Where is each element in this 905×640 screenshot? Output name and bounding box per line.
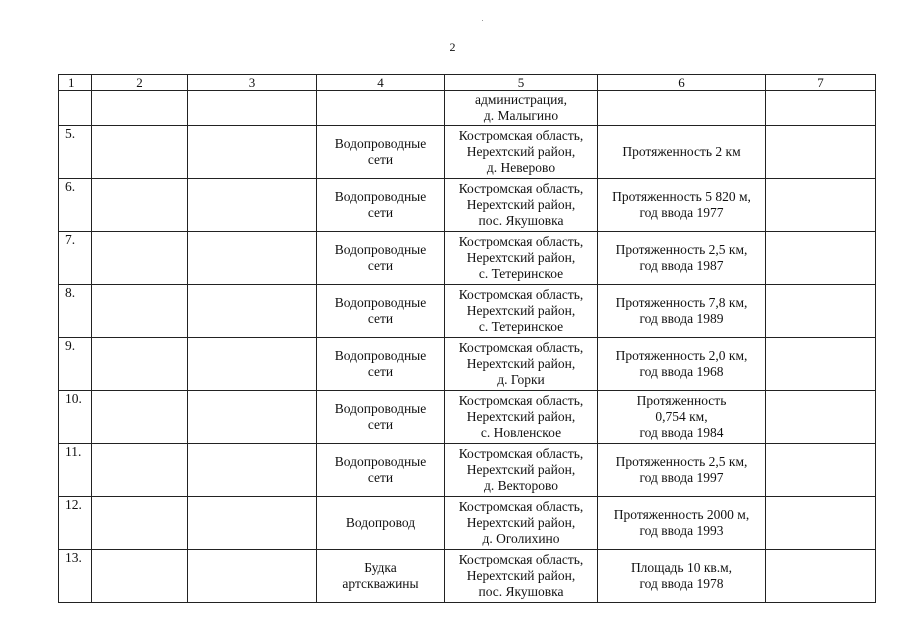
details-cell: Площадь 10 кв.м, год ввода 1978 bbox=[598, 550, 766, 603]
object-name-cell: Водопроводные сети bbox=[317, 179, 445, 232]
location-cell: Костромская область, Нерехтский район, с. Новленское bbox=[445, 391, 598, 444]
object-name-cell: Водопроводные сети bbox=[317, 391, 445, 444]
object-name-cell: Водопроводные сети bbox=[317, 232, 445, 285]
table-row bbox=[59, 550, 876, 603]
location-cell: Костромская область, Нерехтский район, пос. Якушовка bbox=[445, 179, 598, 232]
table-body bbox=[59, 91, 876, 603]
details-cell: Протяженность 5 820 м, год ввода 1977 bbox=[598, 179, 766, 232]
header-col-5: 5 bbox=[445, 75, 598, 91]
col-7-cell bbox=[766, 444, 876, 497]
col-3-cell bbox=[188, 391, 317, 444]
col-7-cell bbox=[766, 91, 876, 126]
col-2-cell bbox=[92, 285, 188, 338]
header-col-2: 2 bbox=[92, 75, 188, 91]
object-name-cell: Водопроводные сети bbox=[317, 285, 445, 338]
col-3-cell bbox=[188, 91, 317, 126]
col-7-cell bbox=[766, 126, 876, 179]
details-cell: Протяженность 2 км bbox=[598, 126, 766, 179]
details-cell bbox=[598, 91, 766, 126]
row-number-cell bbox=[59, 91, 92, 126]
col-3-cell bbox=[188, 444, 317, 497]
row-number-cell: 10. bbox=[59, 391, 92, 444]
col-3-cell bbox=[188, 232, 317, 285]
header-col-7: 7 bbox=[766, 75, 876, 91]
col-2-cell bbox=[92, 550, 188, 603]
row-number-cell: 8. bbox=[59, 285, 92, 338]
object-name-cell: Водопроводные сети bbox=[317, 126, 445, 179]
col-7-cell bbox=[766, 550, 876, 603]
details-cell: Протяженность 0,754 км, год ввода 1984 bbox=[598, 391, 766, 444]
col-2-cell bbox=[92, 444, 188, 497]
col-7-cell bbox=[766, 179, 876, 232]
property-table bbox=[58, 74, 876, 603]
header-col-6: 6 bbox=[598, 75, 766, 91]
header-row bbox=[59, 75, 876, 91]
object-name-cell: Водопровод bbox=[317, 497, 445, 550]
location-cell: Костромская область, Нерехтский район, с. Тетеринское bbox=[445, 232, 598, 285]
location-cell: Костромская область, Нерехтский район, с. Тетеринское bbox=[445, 285, 598, 338]
col-3-cell bbox=[188, 550, 317, 603]
location-cell: администрация, д. Малыгино bbox=[445, 91, 598, 126]
table-row bbox=[59, 338, 876, 391]
page-number: 2 bbox=[449, 40, 456, 54]
col-2-cell bbox=[92, 497, 188, 550]
col-3-cell bbox=[188, 285, 317, 338]
table-row bbox=[59, 391, 876, 444]
header-col-1: 1 bbox=[59, 75, 92, 91]
row-number-cell: 11. bbox=[59, 444, 92, 497]
col-7-cell bbox=[766, 285, 876, 338]
row-number-cell: 9. bbox=[59, 338, 92, 391]
col-2-cell bbox=[92, 179, 188, 232]
object-name-cell: Водопроводные сети bbox=[317, 338, 445, 391]
col-2-cell bbox=[92, 338, 188, 391]
location-cell: Костромская область, Нерехтский район, д. Оголихино bbox=[445, 497, 598, 550]
row-number-cell: 13. bbox=[59, 550, 92, 603]
object-name-cell bbox=[317, 91, 445, 126]
col-3-cell bbox=[188, 338, 317, 391]
col-2-cell bbox=[92, 126, 188, 179]
details-cell: Протяженность 2,5 км, год ввода 1997 bbox=[598, 444, 766, 497]
details-cell: Протяженность 2000 м, год ввода 1993 bbox=[598, 497, 766, 550]
col-2-cell bbox=[92, 391, 188, 444]
location-cell: Костромская область, Нерехтский район, пос. Якушовка bbox=[445, 550, 598, 603]
table-row bbox=[59, 285, 876, 338]
table-row bbox=[59, 497, 876, 550]
table-row bbox=[59, 126, 876, 179]
details-cell: Протяженность 2,0 км, год ввода 1968 bbox=[598, 338, 766, 391]
col-2-cell bbox=[92, 91, 188, 126]
row-number-cell: 12. bbox=[59, 497, 92, 550]
header-col-4: 4 bbox=[317, 75, 445, 91]
location-cell: Костромская область, Нерехтский район, д. Векторово bbox=[445, 444, 598, 497]
table-row bbox=[59, 232, 876, 285]
col-3-cell bbox=[188, 179, 317, 232]
row-number-cell: 7. bbox=[59, 232, 92, 285]
col-2-cell bbox=[92, 232, 188, 285]
col-3-cell bbox=[188, 126, 317, 179]
col-3-cell bbox=[188, 497, 317, 550]
row-number-cell: 6. bbox=[59, 179, 92, 232]
scan-speck bbox=[482, 20, 483, 21]
object-name-cell: Будка артскважины bbox=[317, 550, 445, 603]
object-name-cell: Водопроводные сети bbox=[317, 444, 445, 497]
table-row bbox=[59, 444, 876, 497]
location-cell: Костромская область, Нерехтский район, д. Неверово bbox=[445, 126, 598, 179]
row-number-cell: 5. bbox=[59, 126, 92, 179]
table-row bbox=[59, 179, 876, 232]
details-cell: Протяженность 7,8 км, год ввода 1989 bbox=[598, 285, 766, 338]
col-7-cell bbox=[766, 232, 876, 285]
col-7-cell bbox=[766, 391, 876, 444]
col-7-cell bbox=[766, 338, 876, 391]
location-cell: Костромская область, Нерехтский район, д. Горки bbox=[445, 338, 598, 391]
header-col-3: 3 bbox=[188, 75, 317, 91]
col-7-cell bbox=[766, 497, 876, 550]
details-cell: Протяженность 2,5 км, год ввода 1987 bbox=[598, 232, 766, 285]
table-row bbox=[59, 91, 876, 126]
